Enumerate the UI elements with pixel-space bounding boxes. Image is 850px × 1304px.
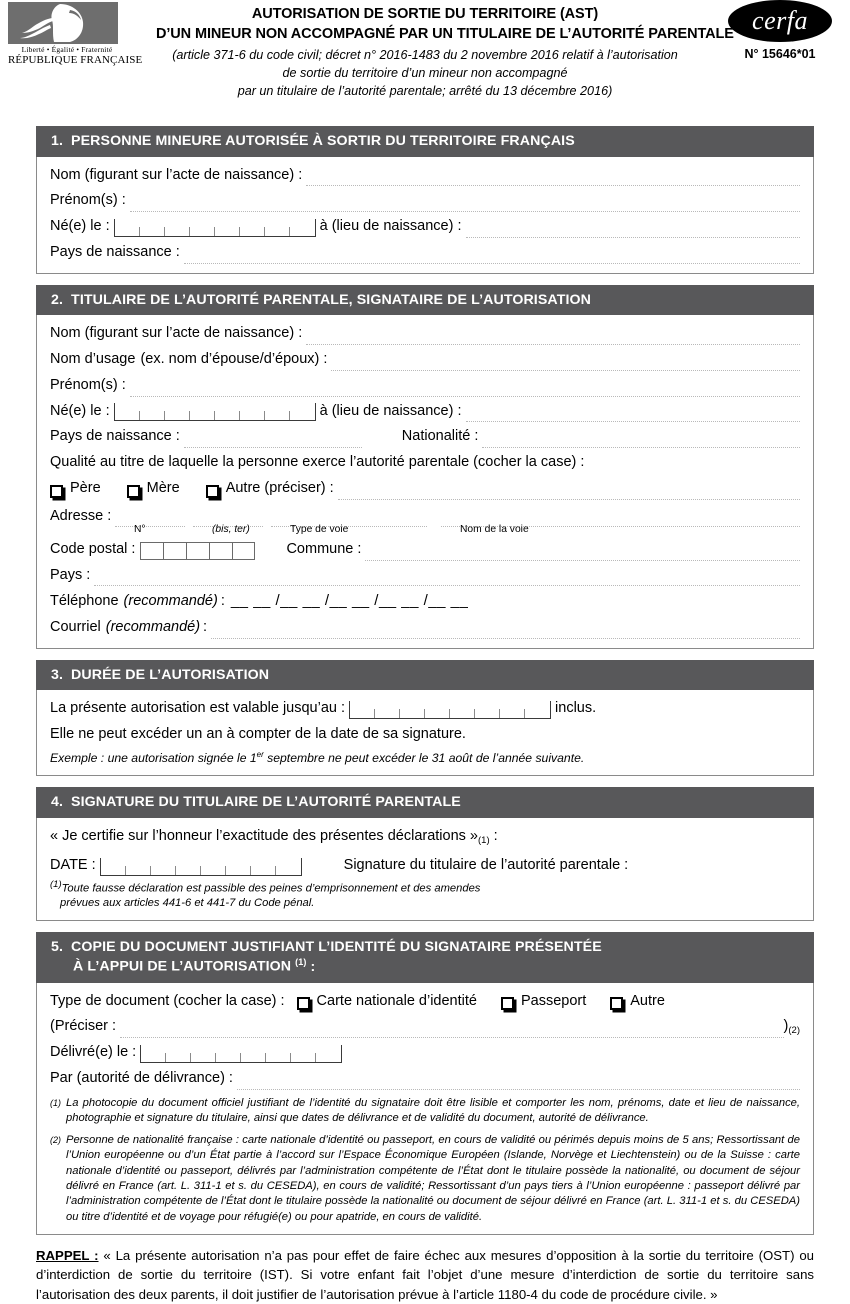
section-2-title: TITULAIRE DE L’AUTORITÉ PARENTALE, SIGNATAIRE DE L’AUTORISATION (71, 291, 591, 308)
preciser-footnote-marker: (2) (788, 1024, 800, 1036)
section-2-number: 2. (51, 291, 64, 308)
cerfa-logo-block (722, 0, 838, 61)
input-validity-date-comb[interactable] (349, 701, 551, 719)
field-row-holder-qualite (50, 452, 800, 474)
section-4-title: SIGNATURE DU TITULAIRE DE L’AUTORITÉ PARENTALE (71, 794, 461, 811)
section-3-body (36, 690, 814, 776)
label-holder-courriel-colon: : (203, 618, 208, 635)
certification-footnote-marker: (1) (478, 834, 490, 846)
field-row-minor-birth (50, 216, 800, 238)
section-4-footnote-line-1: Toute fausse déclaration est passible des peines d’emprisonnement et des amendes (61, 882, 481, 895)
label-holder-pays-adresse: Pays : (50, 566, 91, 583)
input-holder-pays-adresse[interactable] (94, 572, 800, 586)
input-holder-nom-usage[interactable] (331, 357, 800, 371)
label-document-type: Type de document (cocher la case) : (50, 992, 285, 1009)
section-4-header (36, 787, 814, 818)
label-holder-nom-usage: Nom d’usage (50, 351, 136, 368)
section-4-footnote-marker: (1) (50, 878, 62, 890)
label-holder-lieu-naissance: à (lieu de naissance) : (319, 402, 462, 419)
sublabel-adresse-nom-voie: Nom de la voie (460, 524, 529, 536)
field-row-autorite-delivrance (50, 1068, 800, 1090)
input-holder-lieu-naissance[interactable] (466, 408, 801, 422)
label-checkbox-autre: Autre (préciser) : (225, 479, 334, 496)
section-5-title-colon: : (310, 958, 316, 975)
label-minor-ne-le: Né(e) le : (50, 218, 110, 235)
label-holder-courriel: Courriel (50, 618, 101, 635)
field-row-minor-prenoms (50, 190, 800, 212)
rappel-label: RAPPEL : (36, 1248, 99, 1264)
section-3-title: DURÉE DE L’AUTORISATION (71, 666, 270, 683)
republic-name: RÉPUBLIQUE FRANÇAISE (8, 54, 143, 66)
certification-colon: : (493, 828, 498, 845)
field-row-holder-birth (50, 401, 800, 423)
section-5-body (36, 983, 814, 1236)
document-title-line-2: D’UN MINEUR NON ACCOMPAGNÉ PAR UN TITULAIRE DE L’AUTORITÉ PARENTALE (156, 26, 734, 42)
label-signature-holder: Signature du titulaire de l’autorité parentale : (343, 856, 629, 873)
section-1-title: PERSONNE MINEURE AUTORISÉE À SORTIR DU TERRITOIRE FRANÇAIS (71, 133, 575, 149)
document-title-block (36, 4, 814, 101)
field-row-minor-pays (50, 242, 800, 264)
input-signature-date-comb[interactable] (100, 858, 302, 876)
input-minor-prenoms[interactable] (130, 198, 800, 212)
document-subtitle-line-3: par un titulaire de l’autorité parentale; arrêté du 13 décembre 2016) (237, 83, 613, 98)
label-holder-adresse: Adresse : (50, 507, 112, 524)
field-row-holder-nom-usage (50, 349, 800, 371)
rappel-text: « La présente autorisation n’a pas pour effet de faire échec aux mesures d’opposition à la sortie du territoire (OST) ou d’interdiction de sortie du territoire (IST). Si votre enfant fait l’objet d’une mesure d’interdiction de sortie du territoire sans l’autorisation des deux parents, il doit justifier de l’autorisation prévue à l’article 1180-4 du code de procédure civile. » (36, 1248, 814, 1302)
section-4-body (36, 818, 814, 921)
document-title-line-1: AUTORISATION DE SORTIE DU TERRITOIRE (AST) (251, 6, 599, 22)
input-minor-lieu-naissance[interactable] (466, 224, 801, 238)
label-holder-nom-usage-colon: : (323, 351, 328, 368)
label-preciser: (Préciser : (50, 1018, 117, 1035)
field-row-holder-pays-nationalite (50, 426, 800, 448)
section-1 (36, 126, 814, 274)
field-row-holder-code-postal (50, 539, 800, 561)
sublabel-adresse-bis-ter: (bis, ter) (212, 524, 250, 536)
document-subtitle-line-2: de sortie du territoire d’un mineur non accompagné (282, 65, 568, 80)
section-5-footnote-2-text: Personne de nationalité française : carte nationale d’identité ou passeport, en cours de validité ou périmés depuis moins de 5 ans; Ressortissant de l’Union européenne ou d’un État partie à l’accord sur l’Espace Économique Européen (Islande, Norvège et Liechtenstein) ou de la Suisse : carte nationale d’identité ou passeport, délivrés par l’administration compétente de l’État dont le titulaire possède la nationalité, ou document de séjour délivré en France (art. L. 311-1 et s. du CESEDA), en cours de validité; Ressortissant d’un pays tiers à l’Union européenne : passeport délivré par l’administration compétente de l’État dont le titulaire possède la nationalité ou document de séjour délivré en France (art. L. 311-1 et s. du CESEDA) ou titre d’identité et de voyage pour réfugié(e) ou pour apatride, en cours de validité. (66, 1133, 800, 1223)
label-signature-date: DATE : (50, 856, 96, 873)
sublabel-adresse-type-voie: Type de voie (290, 524, 349, 536)
text-validity-example: Exemple : une autorisation signée le 1er septembre ne peut excéder le 31 août de l’année suivante. (50, 749, 585, 765)
field-row-holder-nom (50, 323, 800, 345)
checkbox-passeport[interactable] (501, 997, 514, 1010)
input-holder-nom[interactable] (306, 331, 800, 345)
section-1-header (36, 126, 814, 157)
input-holder-pays-naissance[interactable] (184, 434, 362, 448)
checkbox-passeport-group[interactable] (501, 991, 586, 1013)
section-2 (36, 285, 814, 649)
field-row-preciser (50, 1016, 800, 1038)
section-5-title-footnote-marker: (1) (295, 957, 307, 968)
label-checkbox-mere: Mère (146, 479, 180, 496)
label-delivre-le: Délivré(e) le : (50, 1044, 137, 1061)
field-row-minor-nom (50, 165, 800, 187)
cerfa-number: N° 15646*01 (744, 47, 816, 61)
label-holder-prenoms: Prénom(s) : (50, 376, 126, 393)
section-5-footnote-2-marker: (2) (50, 1134, 61, 1145)
label-minor-prenoms: Prénom(s) : (50, 192, 126, 209)
field-row-holder-qualite-checkboxes (50, 478, 800, 500)
section-5-title-line-2-wrap (51, 957, 803, 976)
field-row-holder-courriel (50, 617, 800, 639)
label-checkbox-cni: Carte nationale d’identité (316, 992, 477, 1009)
input-holder-telephone-mask[interactable]: __ __ /__ __ /__ __ /__ __ /__ __ (230, 592, 469, 610)
section-5-footnote-1-text: La photocopie du document officiel justifiant de l’identité du signataire doit être lisible et comporter les nom, prénoms, date et lieu de naissance, photographie et signature du titulaire, ainsi que dates de délivrance et de validité du document, autorité de délivrance. (66, 1096, 800, 1125)
label-checkbox-doc-autre: Autre (630, 992, 665, 1009)
label-holder-code-postal: Code postal : (50, 540, 136, 557)
checkbox-document-autre[interactable] (610, 997, 623, 1010)
label-validity-until: La présente autorisation est valable jusqu’au : (50, 700, 346, 717)
field-row-holder-telephone (50, 590, 800, 613)
section-5-title-line-1: COPIE DU DOCUMENT JUSTIFIANT L’IDENTITÉ DU SIGNATAIRE PRÉSENTÉE (71, 939, 602, 956)
section-1-number: 1. (51, 133, 64, 149)
preciser-close-paren: ) (783, 1018, 789, 1035)
checkbox-doc-autre-group[interactable] (610, 991, 665, 1013)
input-minor-pays-naissance[interactable] (184, 250, 800, 264)
label-minor-lieu-naissance: à (lieu de naissance) : (319, 218, 462, 235)
label-checkbox-pere: Père (70, 479, 101, 496)
checkbox-pere[interactable] (50, 485, 63, 498)
section-5-header (36, 932, 814, 982)
hint-holder-telephone: (recommandé) (123, 593, 218, 610)
input-delivre-date-comb[interactable] (140, 1045, 342, 1063)
section-4-footnote (50, 879, 800, 912)
input-holder-commune[interactable] (365, 547, 800, 561)
input-qualite-autre-preciser[interactable] (338, 486, 800, 500)
input-preciser[interactable] (120, 1024, 783, 1038)
checkbox-mere-group[interactable] (127, 478, 180, 500)
marianne-profile-icon (8, 2, 118, 44)
label-holder-telephone: Téléphone (50, 593, 119, 610)
label-holder-ne-le: Né(e) le : (50, 402, 110, 419)
section-5-footnote-2 (50, 1133, 800, 1226)
hint-holder-courriel: (recommandé) (105, 618, 201, 635)
text-certification: « Je certifie sur l’honneur l’exactitude des présentes déclarations » (50, 828, 478, 845)
checkbox-autre[interactable] (206, 485, 219, 498)
label-holder-nationalite: Nationalité : (401, 428, 479, 445)
label-holder-nom: Nom (figurant sur l’acte de naissance) : (50, 325, 303, 342)
text-validity-max-one-year: Elle ne peut excéder un an à compter de la date de sa signature. (50, 726, 466, 743)
input-autorite-delivrance[interactable] (237, 1076, 800, 1090)
input-holder-nationalite[interactable] (482, 434, 800, 448)
section-4-number: 4. (51, 794, 64, 811)
field-row-holder-pays-adresse (50, 565, 800, 587)
section-1-body (36, 157, 814, 274)
section-5-footnote-1 (50, 1096, 800, 1127)
section-5-title-line-2: À L’APPUI DE L’AUTORISATION (73, 958, 292, 975)
input-code-postal-grid[interactable] (140, 542, 255, 560)
label-minor-nom: Nom (figurant sur l’acte de naissance) : (50, 166, 303, 183)
hint-holder-nom-usage: (ex. nom d’épouse/d’époux) (140, 351, 320, 368)
field-row-delivre-le (50, 1042, 800, 1064)
republic-motto: Liberté • Égalité • Fraternité (21, 45, 113, 54)
section-3-number: 3. (51, 666, 64, 683)
field-row-validity-note (50, 724, 800, 746)
label-holder-telephone-colon: : (220, 593, 225, 610)
input-minor-birthdate-comb[interactable] (114, 219, 316, 237)
republique-francaise-logo (8, 2, 143, 66)
label-checkbox-passeport: Passeport (520, 992, 587, 1009)
label-minor-pays-naissance: Pays de naissance : (50, 243, 180, 260)
checkbox-carte-nationale-identite[interactable] (297, 997, 310, 1010)
section-3 (36, 660, 814, 777)
checkbox-cni-group[interactable] (297, 991, 477, 1013)
section-2-header (36, 285, 814, 316)
input-holder-prenoms[interactable] (130, 383, 800, 397)
label-holder-pays-naissance: Pays de naissance : (50, 428, 180, 445)
field-row-signature-date (50, 855, 800, 877)
field-row-validity-date (50, 698, 800, 720)
section-5-footnote-1-marker: (1) (50, 1097, 61, 1108)
section-5-number: 5. (51, 939, 64, 956)
sublabel-adresse-numero: N° (134, 524, 146, 536)
document-header (8, 0, 816, 126)
rappel-block (36, 1246, 814, 1303)
section-3-header (36, 660, 814, 691)
checkbox-autre-group[interactable] (206, 478, 334, 500)
document-subtitle (156, 47, 694, 101)
label-holder-qualite: Qualité au titre de laquelle la personne exerce l’autorité parentale (cocher la case) : (50, 454, 585, 471)
section-4-footnote-line-2: prévues aux articles 441-6 et 441-7 du Code pénal. (60, 897, 315, 910)
field-row-holder-prenoms (50, 375, 800, 397)
checkbox-mere[interactable] (127, 485, 140, 498)
checkbox-pere-group[interactable] (50, 478, 101, 500)
field-row-document-type (50, 991, 800, 1013)
document-subtitle-line-1: (article 371-6 du code civil; décret n° 2016-1483 du 2 novembre 2016 relatif à l’autorisation (172, 48, 678, 62)
label-autorite-delivrance: Par (autorité de délivrance) : (50, 1069, 233, 1086)
cerfa-logo: cerfa (728, 0, 832, 42)
label-holder-commune: Commune : (286, 540, 362, 557)
input-minor-nom[interactable] (306, 172, 800, 186)
section-2-body (36, 315, 814, 648)
field-row-certification (50, 826, 800, 848)
input-holder-birthdate-comb[interactable] (114, 403, 316, 421)
section-5 (36, 932, 814, 1235)
input-holder-courriel[interactable] (211, 625, 800, 639)
label-validity-inclus: inclus. (555, 700, 597, 717)
section-4 (36, 787, 814, 921)
